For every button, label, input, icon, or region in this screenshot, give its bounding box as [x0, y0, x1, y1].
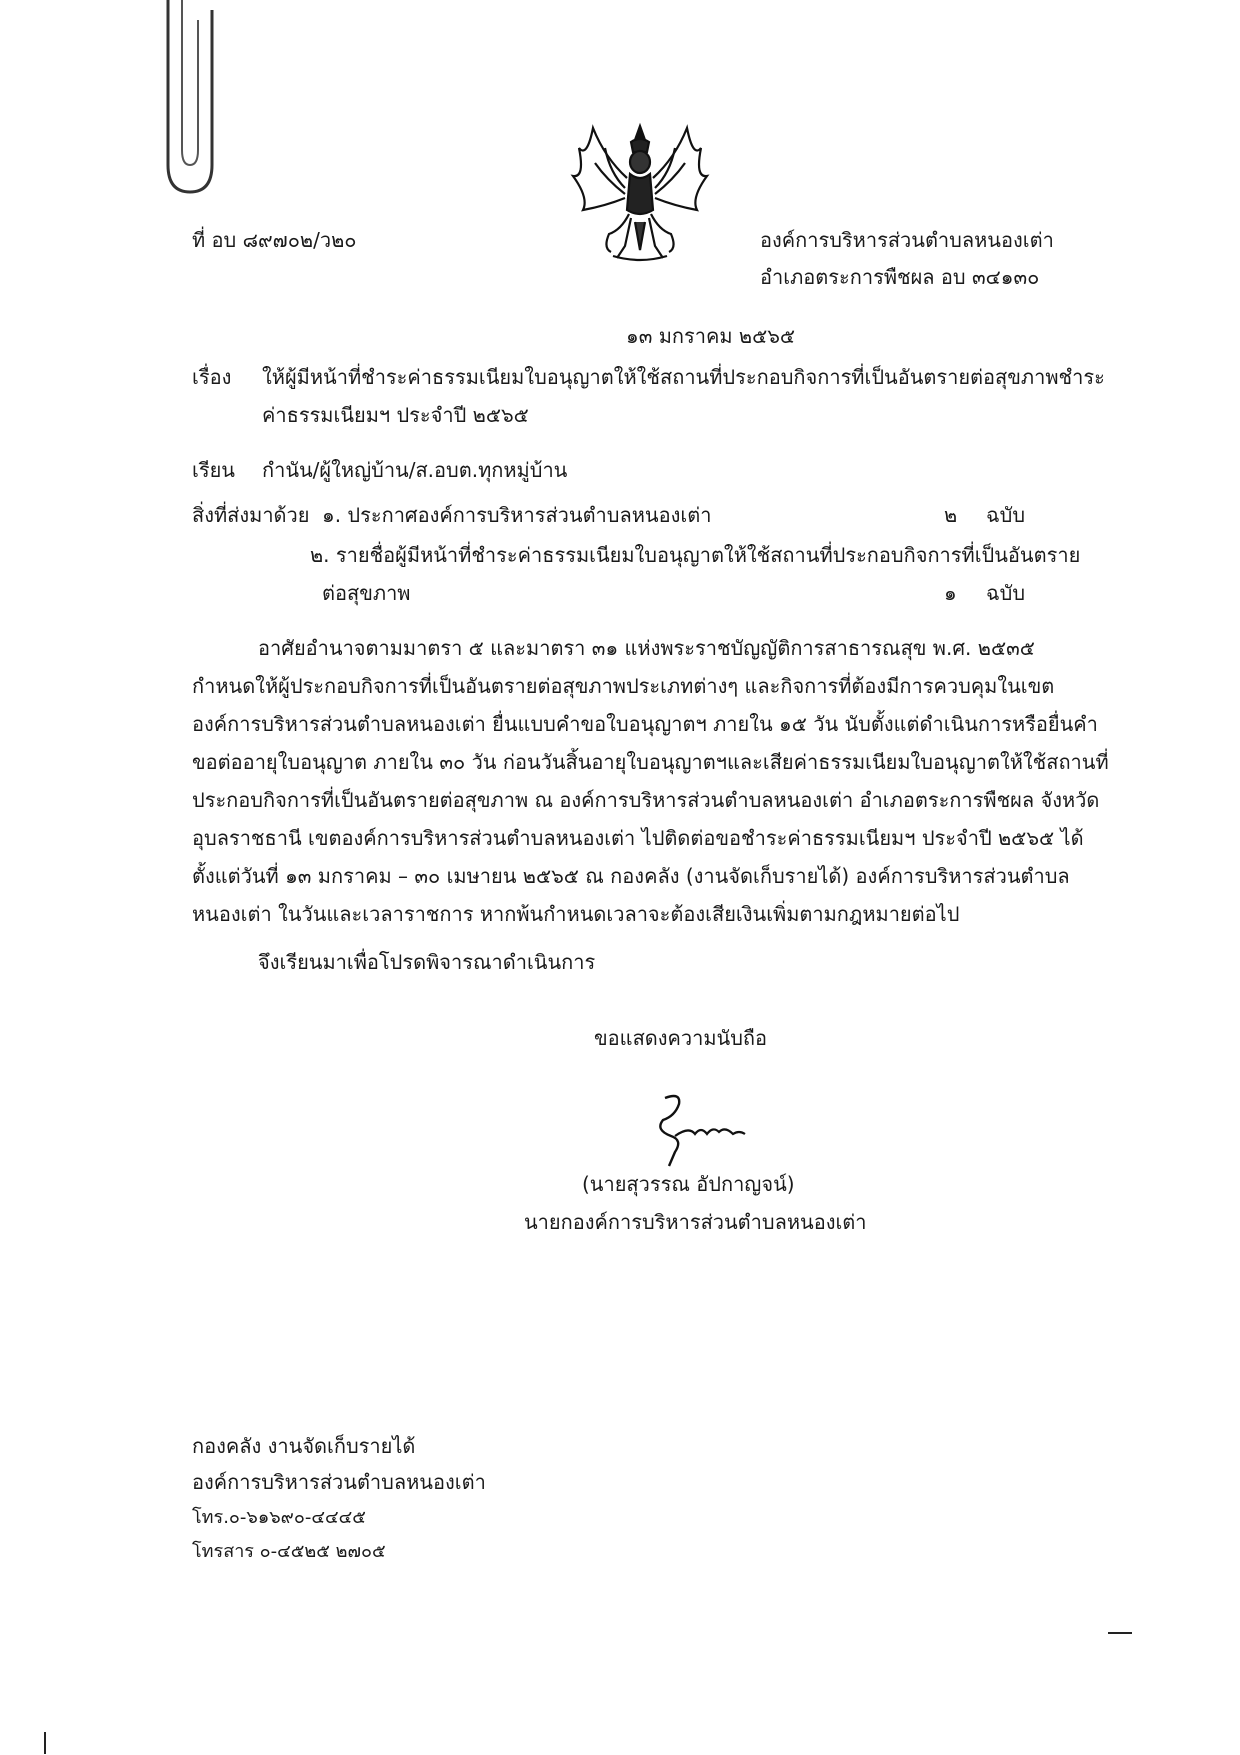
letter-date: ๑๓ มกราคม ๒๕๖๕	[626, 324, 796, 348]
enclosure-item-2: ๒. รายชื่อผู้มีหน้าที่ชำระค่าธรรมเนียมใบอนุญาตให้ใช้สถานที่ประกอบกิจการที่เป็นอันตราย	[310, 543, 1081, 567]
org-address: อำเภอตระการพืชผล อบ ๓๔๑๓๐	[760, 265, 1040, 289]
subject-line-1: ให้ผู้มีหน้าที่ชำระค่าธรรมเนียมใบอนุญาตให้ใช้สถานที่ประกอบกิจการที่เป็นอันตรายต่อสุขภาพชำระ	[262, 365, 1105, 389]
org-name: องค์การบริหารส่วนตำบลหนองเต่า	[760, 228, 1054, 252]
enclosures-label: สิ่งที่ส่งมาด้วย	[192, 503, 310, 527]
subject-label: เรื่อง	[192, 365, 232, 389]
recipient-label: เรียน	[192, 458, 235, 482]
scan-mark	[1108, 1632, 1132, 1634]
enclosure-1-qty: ๒	[944, 503, 958, 527]
subject-line-2: ค่าธรรมเนียมฯ ประจำปี ๒๕๖๕	[262, 403, 529, 427]
enclosure-2-unit: ฉบับ	[986, 581, 1026, 605]
body-line: ประกอบกิจการที่เป็นอันตรายต่อสุขภาพ ณ องค์การบริหารส่วนตำบลหนองเต่า อำเภอตระการพืชผล จังหวัด	[192, 788, 1100, 812]
enclosure-item-1: ๑. ประกาศองค์การบริหารส่วนตำบลหนองเต่า	[322, 503, 712, 527]
body-line: ขอต่ออายุใบอนุญาต ภายใน ๓๐ วัน ก่อนวันสิ้นอายุใบอนุญาตฯและเสียค่าธรรมเนียมใบอนุญาตให้ใช้สถานที่	[192, 750, 1109, 774]
body-line: ตั้งแต่วันที่ ๑๓ มกราคม – ๓๐ เมษายน ๒๕๖๕ ณ กองคลัง (งานจัดเก็บรายได้) องค์การบริหารส่วนตำบล	[192, 864, 1070, 888]
garuda-emblem-icon	[565, 118, 715, 268]
body-line: อาศัยอำนาจตามมาตรา ๕ และมาตรา ๓๑ แห่งพระราชบัญญัติการสาธารณสุข พ.ศ. ๒๕๓๕	[258, 636, 1035, 660]
footer-fax: โทรสาร ๐-๔๕๒๕ ๒๗๐๕	[192, 1541, 386, 1562]
paper-clip-icon	[160, 0, 220, 200]
salutation: ขอแสดงความนับถือ	[594, 1026, 768, 1050]
handwritten-signature	[645, 1090, 755, 1170]
enclosure-2-qty: ๑	[944, 581, 957, 605]
signer-name: (นายสุวรรณ อัปกาญจน์)	[582, 1172, 795, 1196]
enclosure-item-2-cont: ต่อสุขภาพ	[322, 581, 411, 605]
body-line: กำหนดให้ผู้ประกอบกิจการที่เป็นอันตรายต่อสุขภาพประเภทต่างๆ และกิจการที่ต้องมีการควบคุมในเขต	[192, 674, 1055, 698]
body-line: หนองเต่า ในวันและเวลาราชการ หากพ้นกำหนดเวลาจะต้องเสียเงินเพิ่มตามกฎหมายต่อไป	[192, 902, 960, 926]
recipient-text: กำนัน/ผู้ใหญ่บ้าน/ส.อบต.ทุกหมู่บ้าน	[262, 458, 568, 482]
enclosure-1-unit: ฉบับ	[986, 503, 1026, 527]
body-line: อุบลราชธานี เขตองค์การบริหารส่วนตำบลหนองเต่า ไปติดต่อขอชำระค่าธรรมเนียมฯ ประจำปี ๒๕๖๕ ได้	[192, 826, 1084, 850]
footer-dept: กองคลัง งานจัดเก็บรายได้	[192, 1434, 416, 1458]
signer-position: นายกองค์การบริหารส่วนตำบลหนองเต่า	[524, 1210, 867, 1234]
footer-org: องค์การบริหารส่วนตำบลหนองเต่า	[192, 1470, 486, 1494]
closing-line: จึงเรียนมาเพื่อโปรดพิจารณาดำเนินการ	[258, 950, 596, 974]
body-line: องค์การบริหารส่วนตำบลหนองเต่า ยื่นแบบคำขอใบอนุญาตฯ ภายใน ๑๕ วัน นับตั้งแต่ดำเนินการหรือยื่นคำ	[192, 712, 1098, 736]
scan-mark	[44, 1732, 46, 1754]
reference-number: ที่ อบ ๘๙๗๐๒/ว๒๐	[192, 228, 357, 252]
footer-tel: โทร.๐-๖๑๖๙๐-๔๔๔๕	[192, 1507, 366, 1528]
